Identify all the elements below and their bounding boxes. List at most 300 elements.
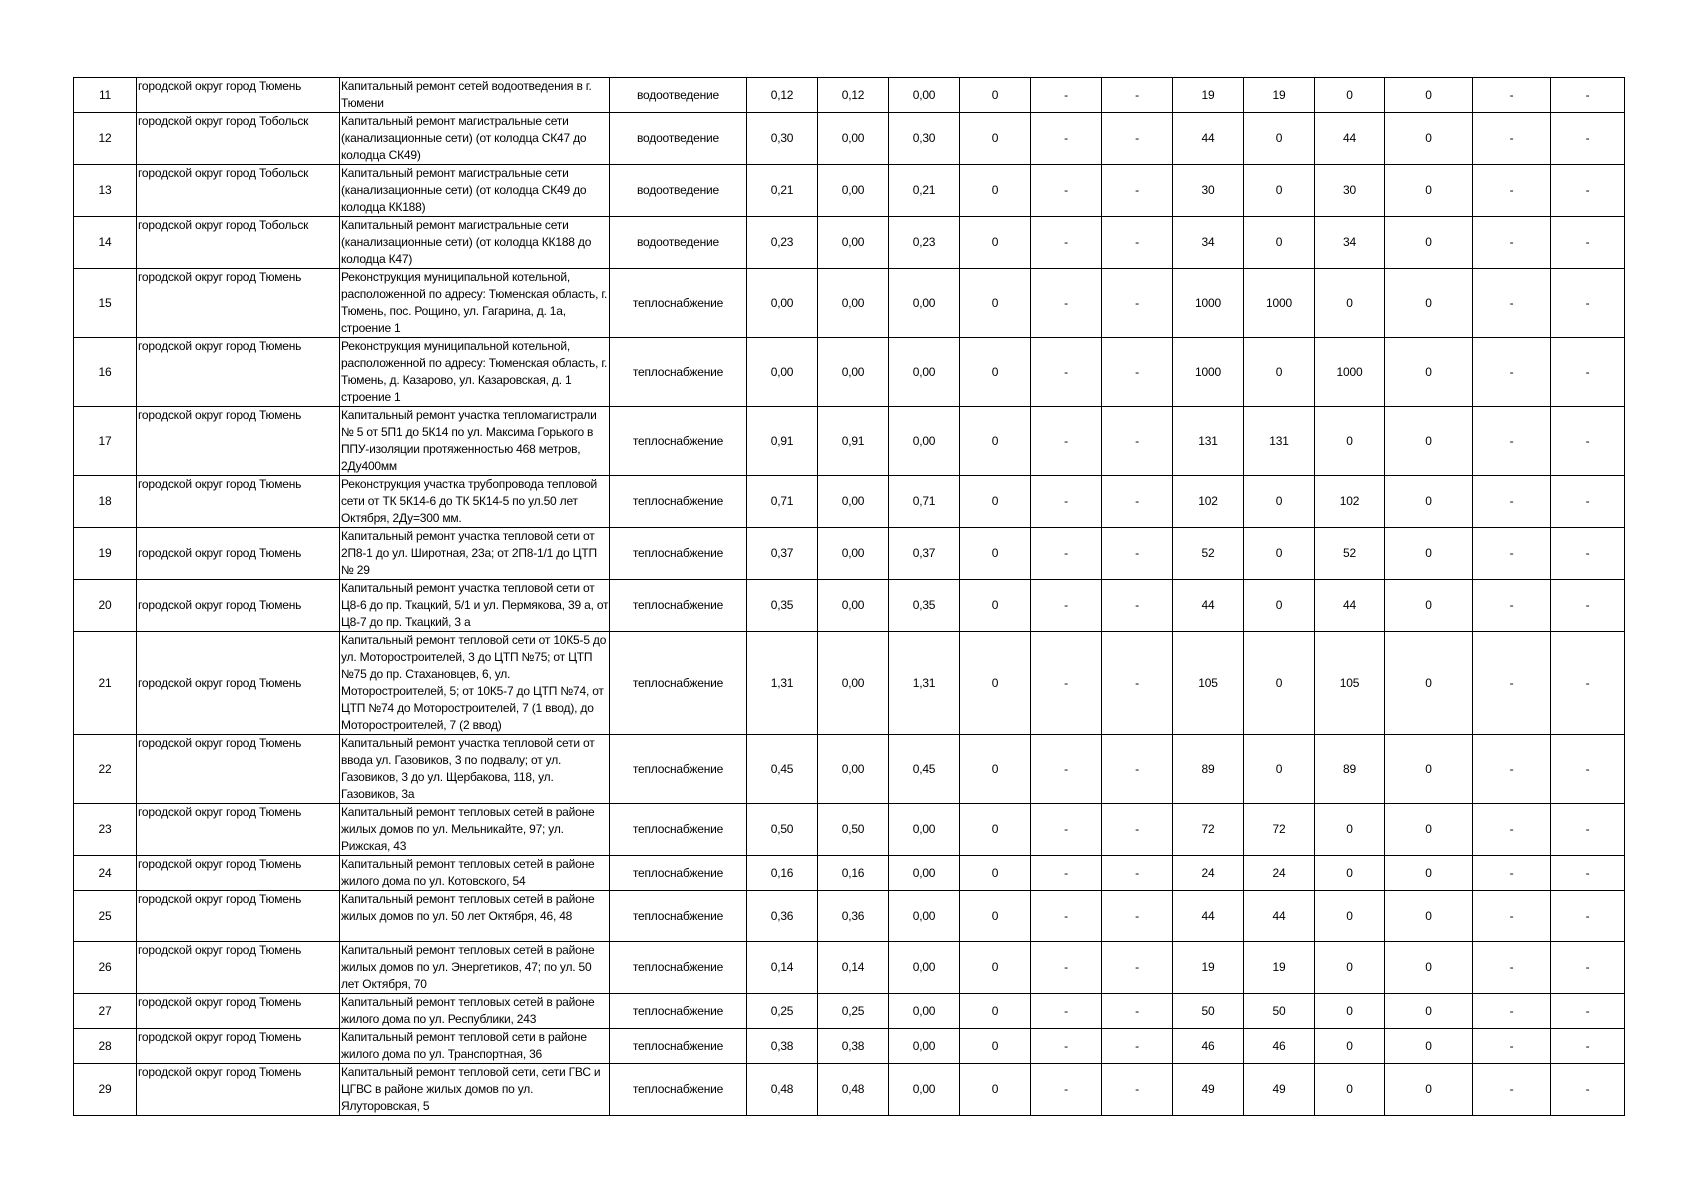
value-cell-1: 0,23 <box>747 217 818 269</box>
value-cell-10: 0 <box>1385 528 1473 580</box>
value-cell-6: - <box>1102 856 1173 891</box>
value-cell-4: 0 <box>960 476 1031 528</box>
value-cell-12: - <box>1551 994 1625 1029</box>
value-cell-5: - <box>1031 804 1102 856</box>
value-cell-4: 0 <box>960 856 1031 891</box>
value-cell-8: 72 <box>1244 804 1315 856</box>
value-cell-9: 0 <box>1315 1029 1385 1064</box>
value-cell-2: 0,38 <box>818 1029 889 1064</box>
value-cell-11: - <box>1473 891 1551 942</box>
value-cell-4: 0 <box>960 1029 1031 1064</box>
value-cell-1: 0,14 <box>747 942 818 994</box>
value-cell-8: 46 <box>1244 1029 1315 1064</box>
value-cell-10: 0 <box>1385 269 1473 338</box>
municipality-cell: городской округ город Тюмень <box>137 580 340 632</box>
value-cell-10: 0 <box>1385 891 1473 942</box>
value-cell-6: - <box>1102 476 1173 528</box>
value-cell-7: 30 <box>1173 165 1244 217</box>
value-cell-7: 1000 <box>1173 269 1244 338</box>
value-cell-9: 0 <box>1315 804 1385 856</box>
value-cell-8: 49 <box>1244 1064 1315 1116</box>
value-cell-6: - <box>1102 269 1173 338</box>
row-number: 28 <box>74 1029 137 1064</box>
value-cell-9: 0 <box>1315 942 1385 994</box>
row-number: 12 <box>74 113 137 165</box>
value-cell-7: 46 <box>1173 1029 1244 1064</box>
municipality-cell: городской округ город Тюмень <box>137 942 340 994</box>
value-cell-8: 1000 <box>1244 269 1315 338</box>
value-cell-9: 89 <box>1315 735 1385 804</box>
table-row <box>74 891 1625 942</box>
value-cell-5: - <box>1031 1064 1102 1116</box>
value-cell-9: 0 <box>1315 891 1385 942</box>
value-cell-12: - <box>1551 1029 1625 1064</box>
value-cell-2: 0,00 <box>818 632 889 735</box>
value-cell-10: 0 <box>1385 856 1473 891</box>
municipality-cell: городской округ город Тюмень <box>137 891 340 942</box>
utility-type-cell: теплоснабжение <box>610 1064 747 1116</box>
value-cell-7: 1000 <box>1173 338 1244 407</box>
value-cell-1: 0,21 <box>747 165 818 217</box>
municipality-cell: городской округ город Тюмень <box>137 804 340 856</box>
value-cell-9: 105 <box>1315 632 1385 735</box>
value-cell-12: - <box>1551 476 1625 528</box>
value-cell-3: 0,00 <box>889 942 960 994</box>
utility-type-cell: водоотведение <box>610 165 747 217</box>
value-cell-1: 0,16 <box>747 856 818 891</box>
value-cell-9: 102 <box>1315 476 1385 528</box>
row-number: 13 <box>74 165 137 217</box>
value-cell-4: 0 <box>960 407 1031 476</box>
value-cell-6: - <box>1102 78 1173 113</box>
table-row <box>74 1064 1625 1116</box>
value-cell-11: - <box>1473 942 1551 994</box>
row-number: 27 <box>74 994 137 1029</box>
value-cell-6: - <box>1102 113 1173 165</box>
value-cell-10: 0 <box>1385 407 1473 476</box>
value-cell-10: 0 <box>1385 476 1473 528</box>
value-cell-6: - <box>1102 1064 1173 1116</box>
utility-type-cell: теплоснабжение <box>610 735 747 804</box>
municipality-cell: городской округ город Тюмень <box>137 735 340 804</box>
value-cell-10: 0 <box>1385 113 1473 165</box>
value-cell-6: - <box>1102 528 1173 580</box>
value-cell-4: 0 <box>960 735 1031 804</box>
value-cell-8: 0 <box>1244 338 1315 407</box>
table-row <box>74 113 1625 165</box>
row-number: 24 <box>74 856 137 891</box>
value-cell-6: - <box>1102 942 1173 994</box>
value-cell-8: 0 <box>1244 217 1315 269</box>
value-cell-1: 0,37 <box>747 528 818 580</box>
utility-type-cell: теплоснабжение <box>610 804 747 856</box>
table-row <box>74 580 1625 632</box>
value-cell-6: - <box>1102 407 1173 476</box>
value-cell-11: - <box>1473 804 1551 856</box>
value-cell-10: 0 <box>1385 78 1473 113</box>
value-cell-6: - <box>1102 891 1173 942</box>
value-cell-10: 0 <box>1385 632 1473 735</box>
value-cell-5: - <box>1031 113 1102 165</box>
table-row <box>74 632 1625 735</box>
value-cell-6: - <box>1102 632 1173 735</box>
value-cell-7: 44 <box>1173 113 1244 165</box>
value-cell-5: - <box>1031 165 1102 217</box>
value-cell-9: 1000 <box>1315 338 1385 407</box>
value-cell-8: 19 <box>1244 78 1315 113</box>
value-cell-6: - <box>1102 1029 1173 1064</box>
value-cell-10: 0 <box>1385 804 1473 856</box>
value-cell-4: 0 <box>960 891 1031 942</box>
utility-type-cell: водоотведение <box>610 113 747 165</box>
value-cell-12: - <box>1551 269 1625 338</box>
value-cell-9: 0 <box>1315 994 1385 1029</box>
value-cell-4: 0 <box>960 269 1031 338</box>
project-name-cell: Реконструкция участка трубопровода тепловой сети от ТК 5К14-6 до ТК 5К14-5 по ул.50 лет Октября, 2Ду=300 мм. <box>340 476 610 528</box>
municipality-cell: городской округ город Тюмень <box>137 407 340 476</box>
value-cell-5: - <box>1031 580 1102 632</box>
municipality-cell: городской округ город Тюмень <box>137 528 340 580</box>
project-name-cell: Капитальный ремонт магистральные сети (канализационные сети) (от колодца КК188 до колодца К47) <box>340 217 610 269</box>
value-cell-11: - <box>1473 407 1551 476</box>
utility-type-cell: теплоснабжение <box>610 580 747 632</box>
value-cell-5: - <box>1031 735 1102 804</box>
value-cell-9: 0 <box>1315 269 1385 338</box>
utility-type-cell: теплоснабжение <box>610 891 747 942</box>
value-cell-11: - <box>1473 528 1551 580</box>
value-cell-8: 0 <box>1244 113 1315 165</box>
value-cell-12: - <box>1551 735 1625 804</box>
value-cell-2: 0,91 <box>818 407 889 476</box>
value-cell-2: 0,00 <box>818 217 889 269</box>
value-cell-3: 0,00 <box>889 78 960 113</box>
value-cell-10: 0 <box>1385 735 1473 804</box>
value-cell-6: - <box>1102 580 1173 632</box>
value-cell-11: - <box>1473 269 1551 338</box>
utility-type-cell: теплоснабжение <box>610 269 747 338</box>
value-cell-10: 0 <box>1385 165 1473 217</box>
value-cell-10: 0 <box>1385 942 1473 994</box>
utility-type-cell: водоотведение <box>610 217 747 269</box>
table-row <box>74 804 1625 856</box>
utility-type-cell: теплоснабжение <box>610 476 747 528</box>
value-cell-9: 34 <box>1315 217 1385 269</box>
value-cell-9: 44 <box>1315 113 1385 165</box>
value-cell-12: - <box>1551 113 1625 165</box>
value-cell-10: 0 <box>1385 580 1473 632</box>
row-number: 11 <box>74 78 137 113</box>
value-cell-11: - <box>1473 632 1551 735</box>
value-cell-7: 50 <box>1173 994 1244 1029</box>
value-cell-7: 19 <box>1173 942 1244 994</box>
value-cell-8: 24 <box>1244 856 1315 891</box>
value-cell-10: 0 <box>1385 994 1473 1029</box>
value-cell-12: - <box>1551 632 1625 735</box>
value-cell-9: 0 <box>1315 407 1385 476</box>
value-cell-2: 0,00 <box>818 165 889 217</box>
value-cell-2: 0,00 <box>818 476 889 528</box>
project-name-cell: Капитальный ремонт тепловой сети в районе жилого дома по ул. Транспортная, 36 <box>340 1029 610 1064</box>
municipality-cell: городской округ город Тюмень <box>137 1029 340 1064</box>
municipality-cell: городской округ город Тюмень <box>137 269 340 338</box>
value-cell-12: - <box>1551 942 1625 994</box>
row-number: 14 <box>74 217 137 269</box>
row-number: 15 <box>74 269 137 338</box>
value-cell-7: 72 <box>1173 804 1244 856</box>
project-name-cell: Капитальный ремонт тепловой сети от 10К5-5 до ул. Моторостроителей, 3 до ЦТП №75; от ЦТП №75 до пр. Стахановцев, 6, ул. Моторостроителей, 5; от 10К5-7 до ЦТП №74, от ЦТП №74 до Моторостроителей, 7 (1 ввод), до Моторостроителей, 7 (2 ввод) <box>340 632 610 735</box>
value-cell-7: 102 <box>1173 476 1244 528</box>
value-cell-2: 0,16 <box>818 856 889 891</box>
value-cell-3: 0,23 <box>889 217 960 269</box>
value-cell-1: 0,71 <box>747 476 818 528</box>
municipality-cell: городской округ город Тюмень <box>137 856 340 891</box>
value-cell-12: - <box>1551 165 1625 217</box>
value-cell-3: 0,00 <box>889 856 960 891</box>
value-cell-2: 0,00 <box>818 269 889 338</box>
value-cell-4: 0 <box>960 632 1031 735</box>
project-name-cell: Капитальный ремонт магистральные сети (канализационные сети) (от колодца СК47 до колодца СК49) <box>340 113 610 165</box>
table-row <box>74 856 1625 891</box>
value-cell-12: - <box>1551 407 1625 476</box>
value-cell-2: 0,48 <box>818 1064 889 1116</box>
value-cell-1: 0,30 <box>747 113 818 165</box>
utility-type-cell: теплоснабжение <box>610 528 747 580</box>
value-cell-8: 0 <box>1244 476 1315 528</box>
value-cell-8: 0 <box>1244 580 1315 632</box>
value-cell-7: 24 <box>1173 856 1244 891</box>
project-name-cell: Капитальный ремонт тепловых сетей в районе жилых домов по ул. 50 лет Октября, 46, 48 <box>340 891 610 942</box>
value-cell-1: 0,45 <box>747 735 818 804</box>
value-cell-6: - <box>1102 994 1173 1029</box>
value-cell-4: 0 <box>960 217 1031 269</box>
value-cell-5: - <box>1031 338 1102 407</box>
project-name-cell: Капитальный ремонт участка тепловой сети от ввода ул. Газовиков, 3 по подвалу; от ул. Газовиков, 3 до ул. Щербакова, 118, ул. Газовиков, 3а <box>340 735 610 804</box>
value-cell-5: - <box>1031 476 1102 528</box>
value-cell-5: - <box>1031 891 1102 942</box>
value-cell-8: 0 <box>1244 735 1315 804</box>
value-cell-5: - <box>1031 994 1102 1029</box>
value-cell-9: 0 <box>1315 78 1385 113</box>
municipality-cell: городской округ город Тобольск <box>137 217 340 269</box>
value-cell-1: 0,50 <box>747 804 818 856</box>
value-cell-11: - <box>1473 994 1551 1029</box>
value-cell-12: - <box>1551 856 1625 891</box>
row-number: 25 <box>74 891 137 942</box>
value-cell-12: - <box>1551 891 1625 942</box>
utility-type-cell: теплоснабжение <box>610 994 747 1029</box>
value-cell-4: 0 <box>960 994 1031 1029</box>
value-cell-6: - <box>1102 338 1173 407</box>
value-cell-4: 0 <box>960 165 1031 217</box>
row-number: 22 <box>74 735 137 804</box>
value-cell-8: 50 <box>1244 994 1315 1029</box>
value-cell-7: 89 <box>1173 735 1244 804</box>
utility-type-cell: теплоснабжение <box>610 338 747 407</box>
municipality-cell: городской округ город Тобольск <box>137 165 340 217</box>
table-row <box>74 735 1625 804</box>
value-cell-7: 44 <box>1173 891 1244 942</box>
value-cell-8: 0 <box>1244 632 1315 735</box>
value-cell-4: 0 <box>960 1064 1031 1116</box>
investment-program-table <box>73 77 1625 1116</box>
value-cell-12: - <box>1551 580 1625 632</box>
value-cell-11: - <box>1473 78 1551 113</box>
table-row <box>74 994 1625 1029</box>
value-cell-1: 0,12 <box>747 78 818 113</box>
value-cell-5: - <box>1031 942 1102 994</box>
value-cell-5: - <box>1031 407 1102 476</box>
table-row <box>74 78 1625 113</box>
value-cell-12: - <box>1551 528 1625 580</box>
value-cell-11: - <box>1473 476 1551 528</box>
row-number: 20 <box>74 580 137 632</box>
value-cell-3: 0,00 <box>889 1064 960 1116</box>
value-cell-2: 0,00 <box>818 580 889 632</box>
municipality-cell: городской округ город Тобольск <box>137 113 340 165</box>
value-cell-1: 0,00 <box>747 338 818 407</box>
value-cell-10: 0 <box>1385 338 1473 407</box>
value-cell-4: 0 <box>960 78 1031 113</box>
value-cell-3: 0,00 <box>889 804 960 856</box>
project-name-cell: Реконструкция муниципальной котельной, расположенной по адресу: Тюменская область, г. Тюмень, д. Казарово, ул. Казаровская, д. 1 строение 1 <box>340 338 610 407</box>
value-cell-5: - <box>1031 856 1102 891</box>
value-cell-11: - <box>1473 165 1551 217</box>
value-cell-12: - <box>1551 338 1625 407</box>
value-cell-2: 0,00 <box>818 528 889 580</box>
municipality-cell: городской округ город Тюмень <box>137 338 340 407</box>
value-cell-3: 0,71 <box>889 476 960 528</box>
project-name-cell: Капитальный ремонт тепловых сетей в районе жилых домов по ул. Мельникайте, 97; ул. Рижская, 43 <box>340 804 610 856</box>
value-cell-1: 0,38 <box>747 1029 818 1064</box>
value-cell-1: 0,25 <box>747 994 818 1029</box>
value-cell-3: 0,00 <box>889 269 960 338</box>
municipality-cell: городской округ город Тюмень <box>137 1064 340 1116</box>
row-number: 17 <box>74 407 137 476</box>
table-row <box>74 217 1625 269</box>
municipality-cell: городской округ город Тюмень <box>137 78 340 113</box>
value-cell-12: - <box>1551 78 1625 113</box>
utility-type-cell: водоотведение <box>610 78 747 113</box>
value-cell-7: 52 <box>1173 528 1244 580</box>
value-cell-3: 0,00 <box>889 994 960 1029</box>
value-cell-3: 0,35 <box>889 580 960 632</box>
row-number: 16 <box>74 338 137 407</box>
value-cell-7: 44 <box>1173 580 1244 632</box>
table-row <box>74 476 1625 528</box>
row-number: 19 <box>74 528 137 580</box>
value-cell-9: 0 <box>1315 856 1385 891</box>
value-cell-2: 0,00 <box>818 735 889 804</box>
value-cell-12: - <box>1551 217 1625 269</box>
value-cell-2: 0,00 <box>818 338 889 407</box>
value-cell-8: 44 <box>1244 891 1315 942</box>
value-cell-1: 0,91 <box>747 407 818 476</box>
value-cell-11: - <box>1473 856 1551 891</box>
value-cell-11: - <box>1473 735 1551 804</box>
value-cell-3: 0,00 <box>889 1029 960 1064</box>
project-name-cell: Реконструкция муниципальной котельной, расположенной по адресу: Тюменская область, г. Тюмень, пос. Рощино, ул. Гагарина, д. 1а, строение 1 <box>340 269 610 338</box>
value-cell-6: - <box>1102 217 1173 269</box>
value-cell-3: 0,00 <box>889 891 960 942</box>
value-cell-2: 0,14 <box>818 942 889 994</box>
value-cell-3: 0,30 <box>889 113 960 165</box>
value-cell-5: - <box>1031 217 1102 269</box>
value-cell-7: 34 <box>1173 217 1244 269</box>
row-number: 21 <box>74 632 137 735</box>
table-row <box>74 338 1625 407</box>
value-cell-3: 0,37 <box>889 528 960 580</box>
value-cell-9: 52 <box>1315 528 1385 580</box>
utility-type-cell: теплоснабжение <box>610 407 747 476</box>
value-cell-12: - <box>1551 1064 1625 1116</box>
value-cell-8: 131 <box>1244 407 1315 476</box>
project-name-cell: Капитальный ремонт участка тепловой сети от Ц8-6 до пр. Ткацкий, 5/1 и ул. Пермякова, 39 а, от Ц8-7 до пр. Ткацкий, 3 а <box>340 580 610 632</box>
project-name-cell: Капитальный ремонт тепловой сети, сети ГВС и ЦГВС в районе жилых домов по ул. Ялуторовская, 5 <box>340 1064 610 1116</box>
row-number: 29 <box>74 1064 137 1116</box>
value-cell-2: 0,12 <box>818 78 889 113</box>
value-cell-5: - <box>1031 528 1102 580</box>
value-cell-2: 0,25 <box>818 994 889 1029</box>
table-row <box>74 528 1625 580</box>
project-name-cell: Капитальный ремонт участка тепломагистрали № 5 от 5П1 до 5К14 по ул. Максима Горького в ППУ-изоляции протяженностью 468 метров, 2Ду400мм <box>340 407 610 476</box>
value-cell-1: 0,00 <box>747 269 818 338</box>
project-name-cell: Капитальный ремонт тепловых сетей в районе жилого дома по ул. Республики, 243 <box>340 994 610 1029</box>
value-cell-11: - <box>1473 1064 1551 1116</box>
utility-type-cell: теплоснабжение <box>610 632 747 735</box>
value-cell-1: 0,36 <box>747 891 818 942</box>
table-row <box>74 407 1625 476</box>
value-cell-7: 105 <box>1173 632 1244 735</box>
value-cell-1: 0,35 <box>747 580 818 632</box>
utility-type-cell: теплоснабжение <box>610 856 747 891</box>
value-cell-3: 0,21 <box>889 165 960 217</box>
value-cell-2: 0,50 <box>818 804 889 856</box>
utility-type-cell: теплоснабжение <box>610 942 747 994</box>
project-name-cell: Капитальный ремонт магистральные сети (канализационные сети) (от колодца СК49 до колодца КК188) <box>340 165 610 217</box>
value-cell-12: - <box>1551 804 1625 856</box>
value-cell-5: - <box>1031 632 1102 735</box>
value-cell-4: 0 <box>960 580 1031 632</box>
value-cell-6: - <box>1102 735 1173 804</box>
value-cell-6: - <box>1102 804 1173 856</box>
utility-type-cell: теплоснабжение <box>610 1029 747 1064</box>
value-cell-11: - <box>1473 1029 1551 1064</box>
project-name-cell: Капитальный ремонт тепловых сетей в районе жилого дома по ул. Котовского, 54 <box>340 856 610 891</box>
value-cell-2: 0,00 <box>818 113 889 165</box>
value-cell-11: - <box>1473 113 1551 165</box>
value-cell-7: 19 <box>1173 78 1244 113</box>
value-cell-4: 0 <box>960 804 1031 856</box>
value-cell-3: 1,31 <box>889 632 960 735</box>
value-cell-3: 0,45 <box>889 735 960 804</box>
project-name-cell: Капитальный ремонт тепловых сетей в районе жилых домов по ул. Энергетиков, 47; по ул. 50 лет Октября, 70 <box>340 942 610 994</box>
value-cell-3: 0,00 <box>889 407 960 476</box>
value-cell-10: 0 <box>1385 217 1473 269</box>
value-cell-3: 0,00 <box>889 338 960 407</box>
value-cell-11: - <box>1473 338 1551 407</box>
value-cell-6: - <box>1102 165 1173 217</box>
value-cell-8: 0 <box>1244 165 1315 217</box>
project-name-cell: Капитальный ремонт сетей водоотведения в г. Тюмени <box>340 78 610 113</box>
value-cell-4: 0 <box>960 113 1031 165</box>
value-cell-9: 44 <box>1315 580 1385 632</box>
row-number: 26 <box>74 942 137 994</box>
municipality-cell: городской округ город Тюмень <box>137 632 340 735</box>
municipality-cell: городской округ город Тюмень <box>137 476 340 528</box>
table-row <box>74 165 1625 217</box>
value-cell-11: - <box>1473 217 1551 269</box>
value-cell-8: 19 <box>1244 942 1315 994</box>
